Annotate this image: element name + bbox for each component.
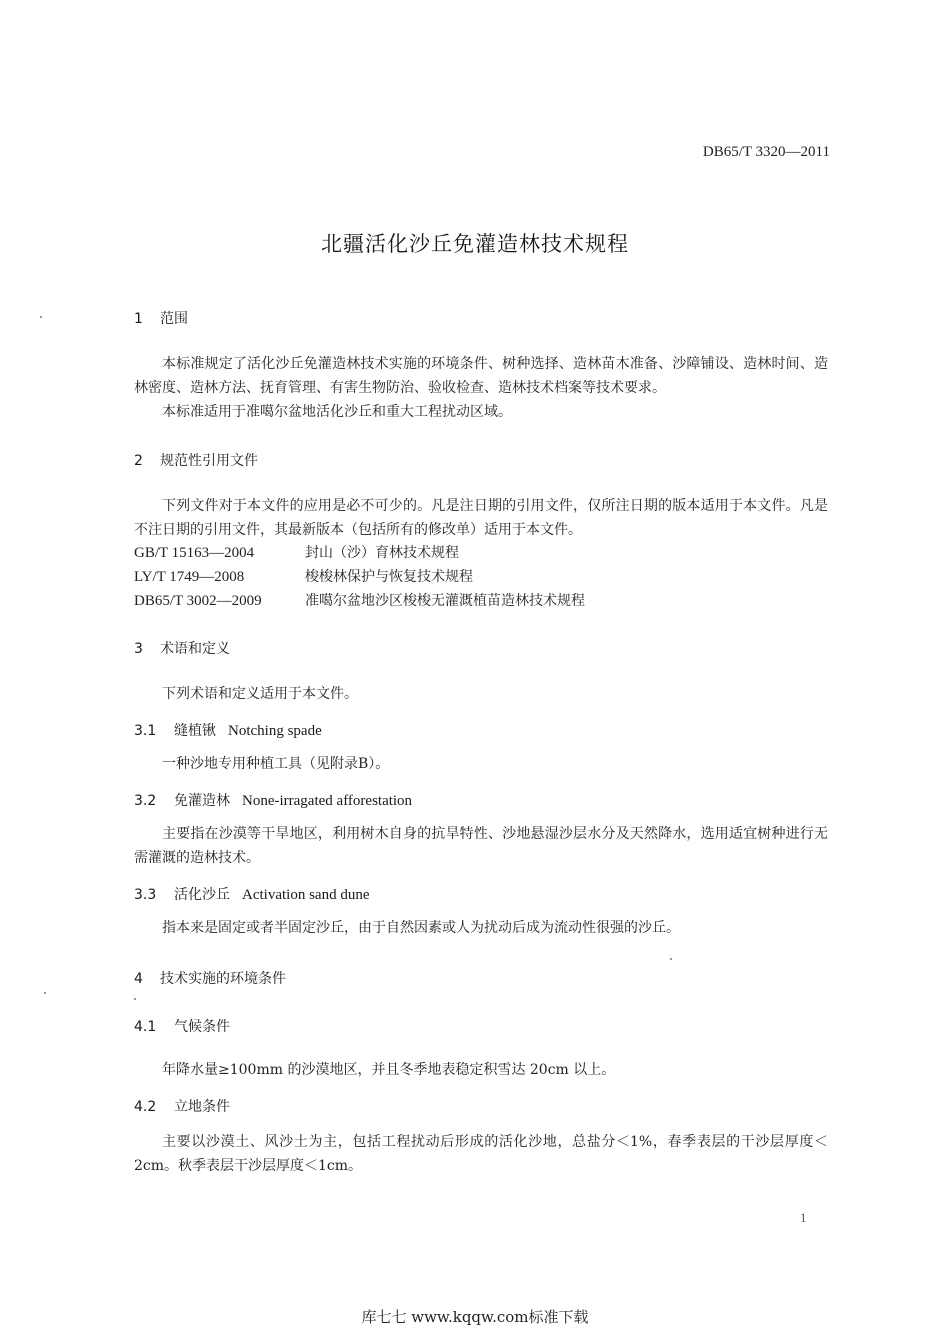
page-title: 北疆活化沙丘免灌造林技术规程 [321, 232, 629, 256]
section-4-heading [134, 968, 286, 988]
scan-speck [44, 992, 46, 994]
term-number: 3.3 [134, 887, 157, 903]
scan-speck [670, 958, 672, 960]
reference-title: 封山（沙）育林技术规程 [305, 545, 459, 561]
section-2-paragraph: 下列文件对于本文件的应用是必不可少的。凡是注日期的引用文件，仅所注日期的版本适用于本文件。凡是不注日期的引用文件，其最新版本（包括所有的修改单）适用于本文件。 [134, 498, 828, 538]
section-number: 1 [134, 311, 143, 327]
term-3-1-heading [134, 720, 322, 740]
reference-item [134, 542, 459, 562]
scan-speck [134, 998, 136, 1000]
section-1-paragraph-1: 本标准规定了活化沙丘免灌造林技术实施的环境条件、树种选择、造林苗木准备、沙障铺设、造林时间、造林密度、造林方法、抚育管理、有害生物防治、验收检查、造林技术档案等技术要求。 [134, 356, 828, 396]
term-3-2-definition: 主要指在沙漠等干旱地区，利用树木自身的抗旱特性、沙地悬湿沙层水分及天然降水，选用适宜树种进行无需灌溉的造林技术。 [134, 826, 828, 866]
section-3-intro: 下列术语和定义适用于本文件。 [162, 686, 358, 702]
section-2-heading [134, 450, 258, 470]
reference-title: 梭梭林保护与恢复技术规程 [305, 569, 473, 585]
scan-speck [40, 316, 42, 318]
section-number: 2 [134, 453, 143, 469]
reference-item [134, 590, 585, 610]
section-title: 规范性引用文件 [160, 453, 258, 469]
doc-number: DB65/T 3320—2011 [702, 144, 830, 160]
section-1-paragraph-2: 本标准适用于准噶尔盆地活化沙丘和重大工程扰动区域。 [162, 404, 512, 420]
term-number: 3.2 [134, 793, 157, 809]
footer-watermark: 库七七 www.kqqw.com标准下载 [361, 1308, 589, 1326]
term-en: Activation sand dune [242, 887, 370, 903]
term-number: 3.1 [134, 723, 157, 739]
reference-code: LY/T 1749—2008 [134, 569, 245, 585]
section-number: 4 [134, 971, 143, 987]
section-4-2-paragraph: 主要以沙漠土、风沙土为主，包括工程扰动后形成的活化沙地，总盐分＜1%，春季表层的干沙层厚度＜2cm。秋季表层干沙层厚度＜1cm。 [134, 1134, 828, 1174]
section-number: 4.1 [134, 1019, 157, 1035]
term-3-2-heading [134, 790, 412, 810]
reference-code: GB/T 15163—2004 [134, 545, 255, 561]
term-zh: 免灌造林 [174, 793, 230, 809]
section-4-2-heading [134, 1096, 230, 1116]
section-4-1-heading [134, 1016, 230, 1036]
section-title: 技术实施的环境条件 [160, 971, 286, 987]
section-3-heading [134, 638, 230, 658]
section-number: 3 [134, 641, 143, 657]
section-1-heading [134, 308, 188, 328]
section-title: 术语和定义 [160, 641, 230, 657]
term-3-3-definition: 指本来是固定或者半固定沙丘，由于自然因素或人为扰动后成为流动性很强的沙丘。 [162, 920, 680, 936]
reference-title: 准噶尔盆地沙区梭梭无灌溉植苗造林技术规程 [305, 593, 585, 609]
page-number: 1 [800, 1210, 807, 1225]
term-3-3-heading [134, 884, 369, 904]
section-title: 立地条件 [174, 1099, 230, 1115]
section-title: 气候条件 [174, 1019, 230, 1035]
term-en: None-irragated afforestation [242, 793, 413, 809]
section-title: 范围 [160, 311, 188, 327]
reference-code: DB65/T 3002—2009 [134, 593, 262, 609]
term-zh: 活化沙丘 [174, 887, 230, 903]
reference-item [134, 566, 473, 586]
term-3-1-definition: 一种沙地专用种植工具（见附录B）。 [162, 756, 390, 772]
term-zh: 缝植锹 [174, 723, 216, 739]
section-4-1-paragraph: 年降水量≥100mm 的沙漠地区，并且冬季地表稳定积雪达 20cm 以上。 [162, 1062, 616, 1078]
term-en: Notching spade [228, 723, 322, 739]
section-number: 4.2 [134, 1099, 157, 1115]
